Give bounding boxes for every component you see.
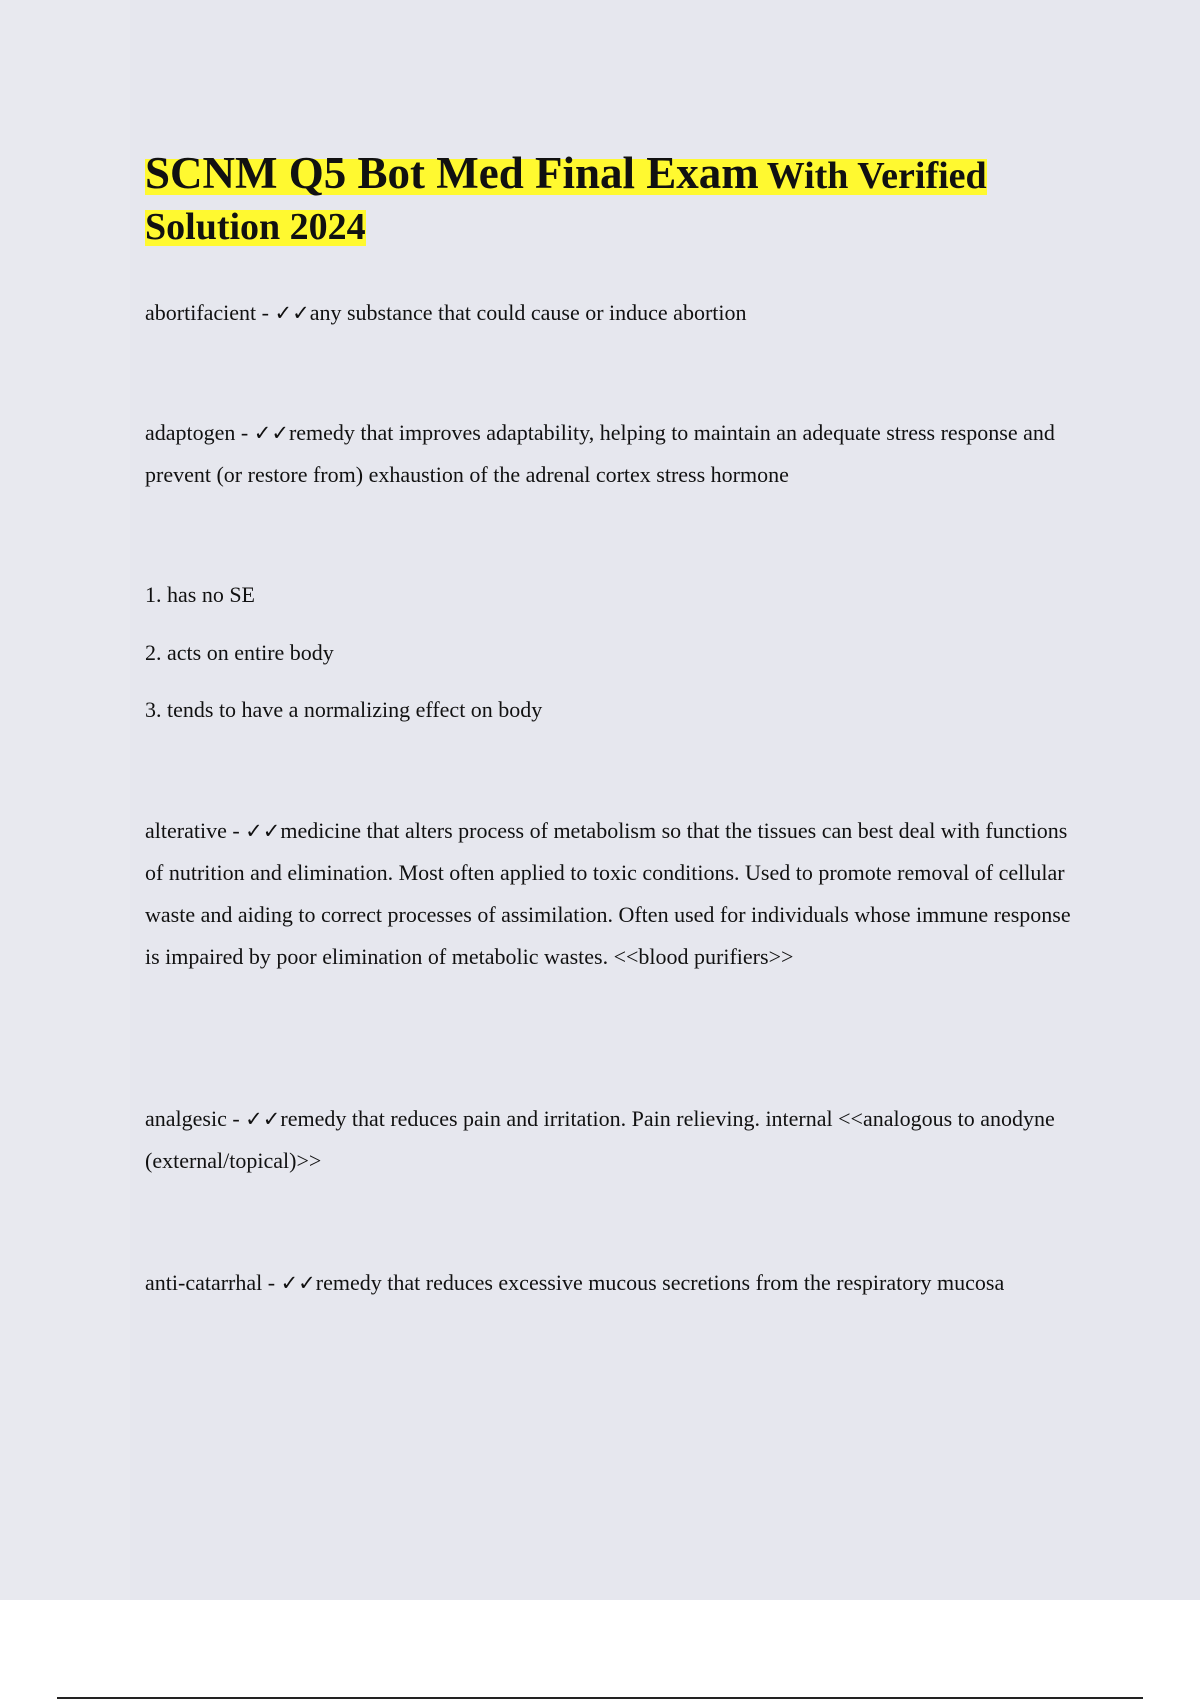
entry-definition: remedy that reduces excessive mucous secretions from the respiratory mucosa bbox=[315, 1270, 1005, 1295]
entry-term: abortifacient - bbox=[145, 300, 275, 325]
entry-term: adaptogen - bbox=[145, 420, 254, 445]
entry-abortifacient bbox=[145, 292, 1080, 334]
adaptogen-list-item-2: 2. acts on entire body bbox=[145, 640, 334, 665]
double-check-icon: ✓✓ bbox=[245, 1107, 281, 1131]
double-check-icon: ✓✓ bbox=[245, 819, 281, 843]
entry-alterative bbox=[145, 810, 1080, 978]
entry-term: analgesic - bbox=[145, 1106, 246, 1131]
entry-analgesic bbox=[145, 1098, 1080, 1182]
entry-term: alterative - bbox=[145, 818, 246, 843]
double-check-icon: ✓✓ bbox=[280, 1271, 316, 1295]
page-divider bbox=[57, 1697, 1143, 1699]
double-check-icon: ✓✓ bbox=[274, 301, 310, 325]
title-suffix-line1: With Verified bbox=[766, 155, 987, 197]
entry-definition: remedy that improves adaptability, helping to maintain an adequate stress response and prevent (or restore from) exhaustion of the adrenal cortex stress hormone bbox=[145, 420, 1055, 487]
page-title bbox=[145, 148, 1085, 253]
entry-anti-catarrhal bbox=[145, 1262, 1080, 1304]
entry-definition: remedy that reduces pain and irritation. Pain relieving. internal <<analogous to anodyne (external/topical)>> bbox=[145, 1106, 1055, 1173]
entry-term: anti-catarrhal - bbox=[145, 1270, 281, 1295]
entry-definition: any substance that could cause or induce abortion bbox=[309, 300, 747, 325]
entry-definition: medicine that alters process of metabolism so that the tissues can best deal with functions of nutrition and elimination. Most often applied to toxic conditions. Used to promote removal of cellular waste and aiding to correct processes of assimilation. Often used for individuals whose immune response is impaired by poor elimination of metabolic wastes. <<blood purifiers>> bbox=[145, 818, 1071, 969]
title-suffix-line2: Solution 2024 bbox=[145, 206, 366, 248]
double-check-icon: ✓✓ bbox=[253, 421, 289, 445]
adaptogen-list-item-1: 1. has no SE bbox=[145, 582, 255, 607]
page-margin-shade bbox=[0, 0, 130, 1600]
title-highlight bbox=[145, 148, 987, 248]
adaptogen-list-item-3: 3. tends to have a normalizing effect on body bbox=[145, 697, 543, 722]
title-main: SCNM Q5 Bot Med Final Exam bbox=[145, 148, 759, 198]
entry-adaptogen bbox=[145, 412, 1080, 496]
